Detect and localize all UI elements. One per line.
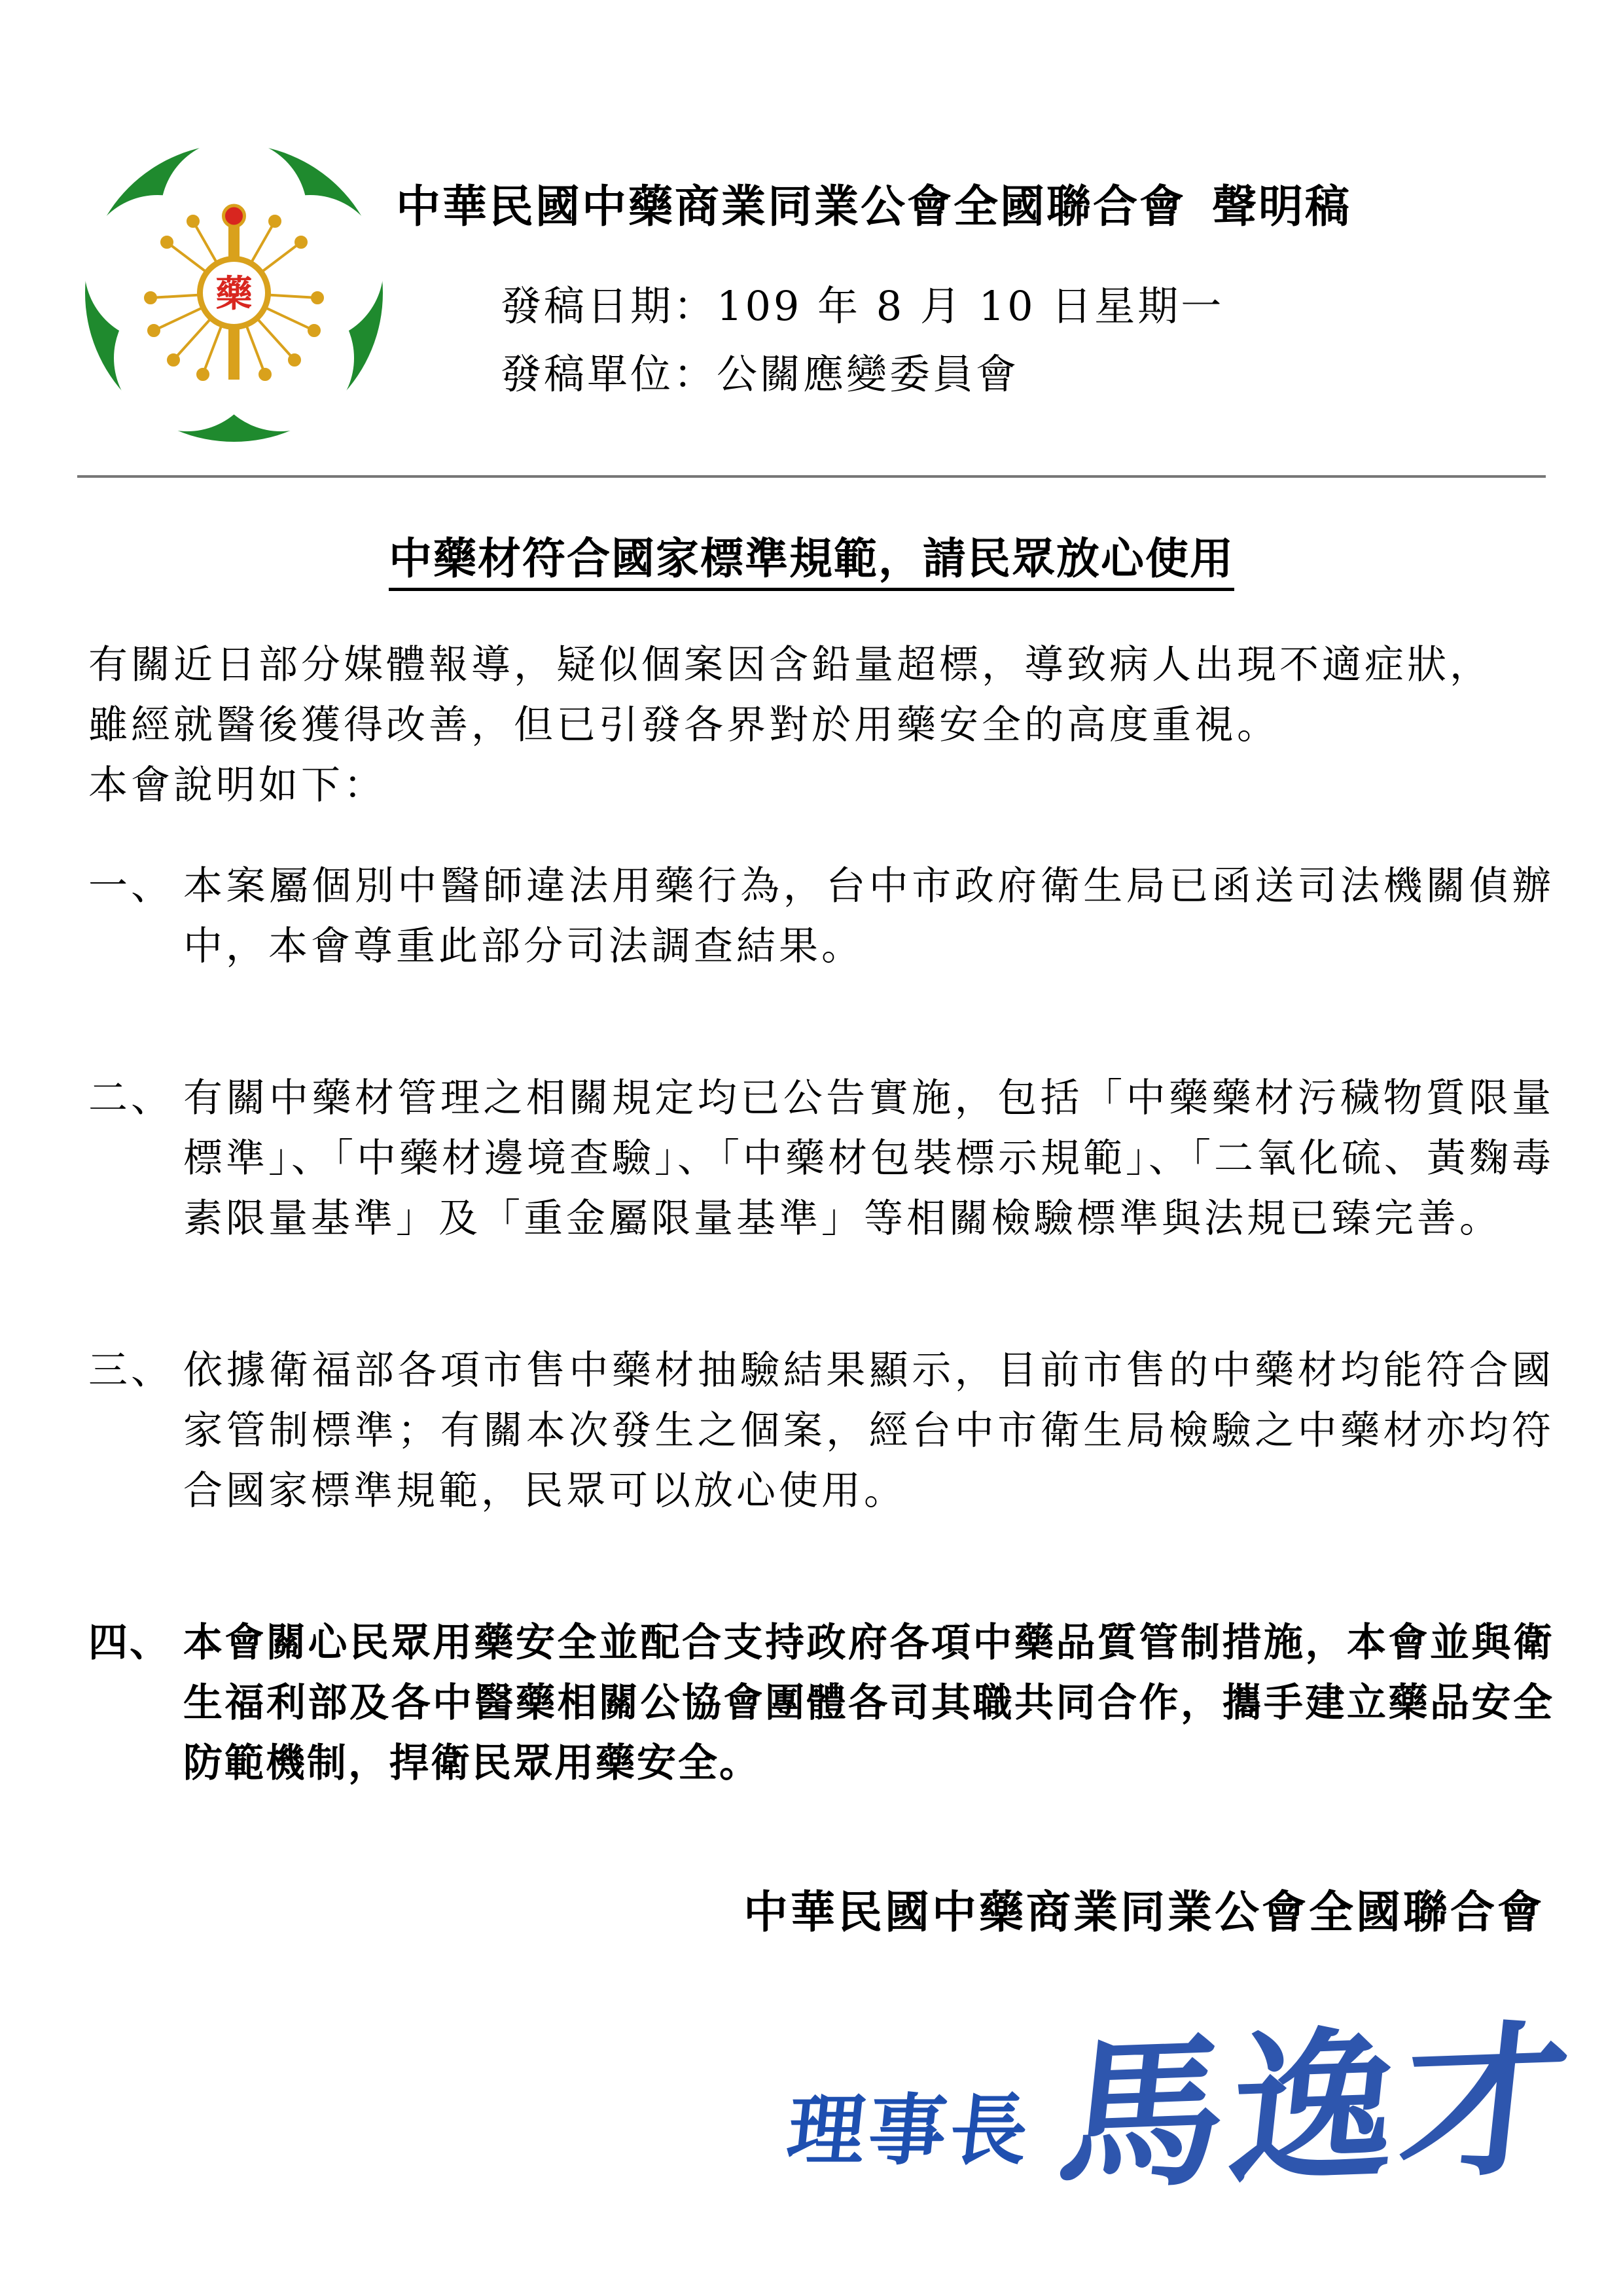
item-number: 三、: [88, 1348, 173, 1393]
release-unit: 發稿單位：公關應變委員會: [501, 350, 1020, 398]
headline: [0, 524, 1623, 586]
item-text: 依據衛福部各項市售中藥材抽驗結果顯示，目前市售的中藥材均能符合國家管制標準；有關本次發生之個案，經台中市衛生局檢驗之中藥材亦均符合國家標準規範，民眾可以放心使用。: [183, 1348, 1554, 1514]
intro-paragraph: [88, 635, 1554, 816]
header-divider: [77, 475, 1546, 478]
item-text: 本案屬個別中醫師違法用藥行為，台中市政府衛生局已函送司法機關偵辦中，本會尊重此部分司法調查結果。: [183, 863, 1554, 969]
item-text: 本會關心民眾用藥安全並配合支持政府各項中藥品質管制措施，本會並與衛生福利部及各中醫藥相關公協會團體各司其職共同合作，攜手建立藥品安全防範機制，捍衛民眾用藥安全。: [183, 1620, 1554, 1786]
logo-character: 藥: [215, 272, 253, 315]
organization-title: [396, 171, 1351, 235]
plum-blossom-logo-icon: [85, 144, 383, 442]
signature-organization: 中華民國中藥商業同業公會全國聯合會: [743, 1886, 1544, 1939]
chairman-title: 理事長: [783, 2085, 1037, 2176]
document-type: 聲明稿: [1212, 181, 1352, 233]
item-number: 二、: [88, 1075, 173, 1121]
intro-line: 雖經就醫後獲得改善，但已引發各界對於用藥安全的高度重視。: [88, 702, 1279, 748]
item-number: 四、: [88, 1620, 171, 1666]
statement-item: [88, 1340, 1554, 1521]
headline-text: 中藥材符合國家標準規範，請民眾放心使用: [389, 533, 1234, 591]
statement-items: [88, 856, 1554, 1793]
intro-line: 本會說明如下：: [88, 762, 386, 808]
item-text: 有關中藥材管理之相關規定均已公告實施，包括「中藥藥材污穢物質限量標準」、「中藥材邊境查驗」、「中藥材包裝標示規範」、「二氧化硫、黃麴毒素限量基準」及「重金屬限量基準」等相關檢驗標準與法規已臻完善。: [183, 1075, 1554, 1242]
statement-item: [88, 1068, 1554, 1249]
intro-line: 有關近日部分媒體報導，疑似個案因含鉛量超標，導致病人出現不適症狀，: [88, 642, 1492, 688]
chairman-signature: 馬逸才: [1050, 2002, 1584, 2213]
organization-name: 中華民國中藥商業同業公會全國聯合會: [396, 181, 1186, 233]
statement-item: [88, 856, 1554, 977]
statement-item: [88, 1613, 1554, 1793]
release-date: 發稿日期：109 年 8 月 10 日星期一: [501, 282, 1224, 330]
item-number: 一、: [88, 863, 173, 909]
